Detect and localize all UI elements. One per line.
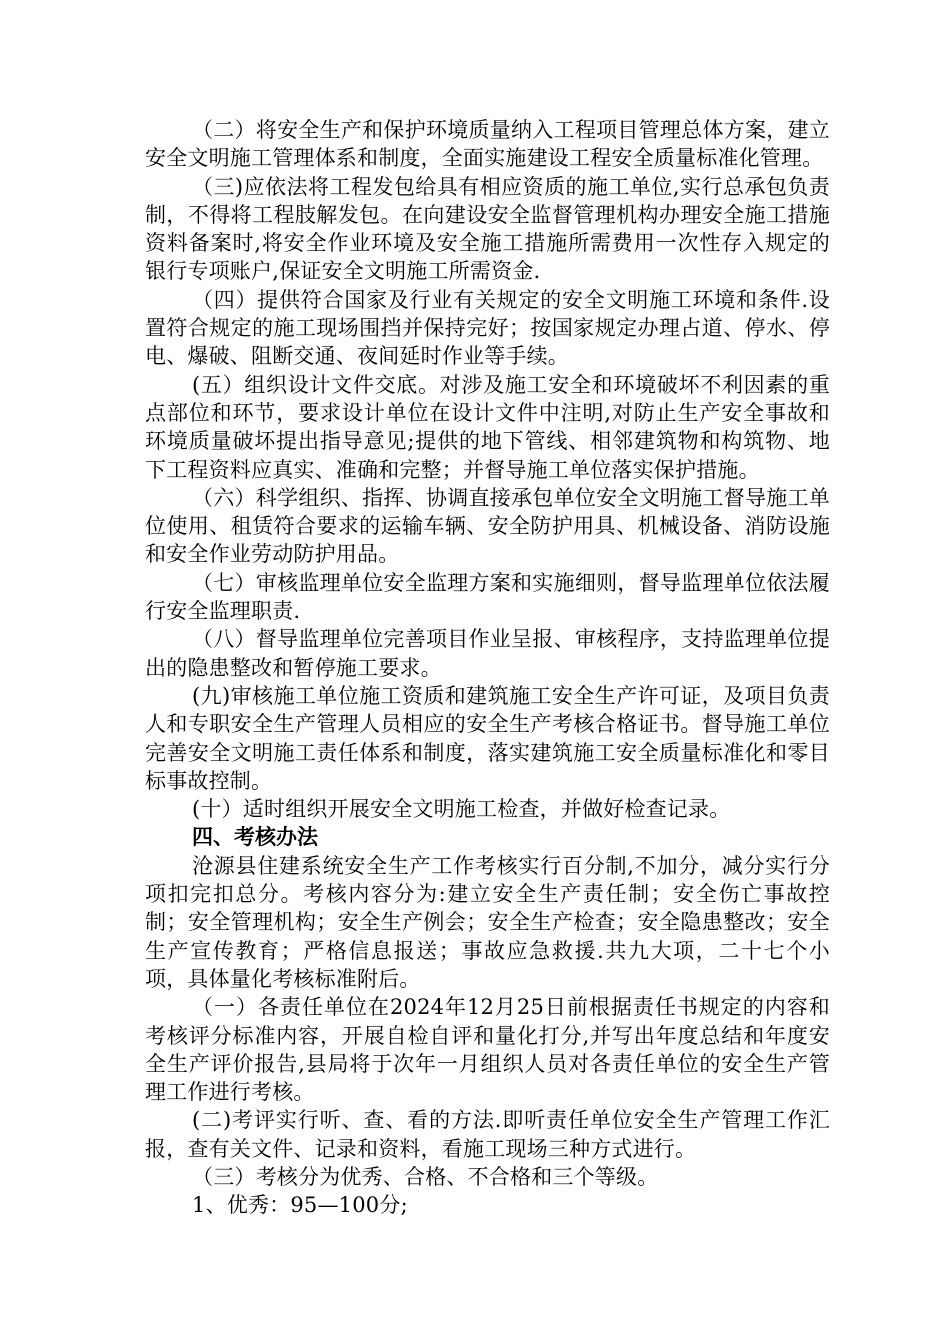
section-heading: 四、考核办法	[192, 824, 318, 850]
document-body	[145, 116, 830, 1220]
paragraph-assessment-2: (二)考评实行听、查、看的方法.即听责任单位安全生产管理工作汇报，查有关文件、记录和资料，看施工现场三种方式进行。	[145, 1108, 830, 1161]
paragraph-clause-10: (十）适时组织开展安全文明施工检查，并做好检查记录。	[192, 797, 731, 822]
paragraph-clause-6: （六）科学组织、指挥、协调直接承包单位安全文明施工督导施工单位使用、租赁符合要求的运输车辆、安全防护用具、机械设备、消防设施和安全作业劳动防护用品。	[145, 485, 830, 567]
paragraph-clause-2: （二）将安全生产和保护环境质量纳入工程项目管理总体方案，建立安全文明施工管理体系和制度，全面实施建设工程安全质量标准化管理。	[145, 118, 830, 171]
paragraph-clause-3: （三)应依法将工程发包给具有相应资质的施工单位,实行总承包负责制，不得将工程肢解发包。在向建设安全监督管理机构办理安全施工措施资料备案时,将安全作业环境及安全施工措施所需费用一次性存入规定的银行专项账户,保证安全文明施工所需资金.	[145, 174, 830, 284]
paragraph-clause-7: （七）审核监理单位安全监理方案和实施细则，督导监理单位依法履行安全监理职责.	[145, 570, 830, 624]
paragraph-clause-9: (九)审核施工单位施工资质和建筑施工安全生产许可证，及项目负责人和专职安全生产管理人员相应的安全生产考核合格证书。督导施工单位完善安全文明施工责任体系和制度，落实建筑施工安全质量标准化和零目标事故控制。	[145, 683, 830, 793]
paragraph-clause-5: (五）组织设计文件交底。对涉及施工安全和环境破坏不利因素的重点部位和环节，要求设计单位在设计文件中注明,对防止生产安全事故和环境质量破坏提出指导意见;提供的地下管线、相邻建筑物和构筑物、地下工程资料应真实、准确和完整；并督导施工单位落实保护措施。	[145, 372, 830, 482]
paragraph-assessment-3: （三）考核分为优秀、合格、不合格和三个等级。	[192, 1164, 659, 1189]
paragraph-grade-excellent: 1、优秀：95—100分;	[192, 1193, 408, 1218]
paragraph-assessment-1: （一）各责任单位在2024年12月25日前根据责任书规定的内容和考核评分标准内容，开展自检自评和量化打分,并写出年度总结和年度安全生产评价报告,县局将于次年一月组织人员对各责任单位的安全生产管理工作进行考核。	[145, 995, 830, 1105]
paragraph-clause-8: （八）督导监理单位完善项目作业呈报、审核程序，支持监理单位提出的隐患整改和暂停施工要求。	[145, 627, 830, 680]
paragraph-assessment-intro: 沧源县住建系统安全生产工作考核实行百分制,不加分，减分实行分项扣完扣总分。考核内容分为:建立安全生产责任制；安全伤亡事故控制；安全管理机构；安全生产例会；安全生产检查；安全隐患整改；安全生产宣传教育；严格信息报送；事故应急救援.共九大项，二十七个小项，具体量化考核标准附后。	[145, 853, 830, 991]
paragraph-clause-4: （四）提供符合国家及行业有关规定的安全文明施工环境和条件.设置符合规定的施工现场围挡并保持完好；按国家规定办理占道、停水、停电、爆破、阻断交通、夜间延时作业等手续。	[145, 287, 830, 369]
